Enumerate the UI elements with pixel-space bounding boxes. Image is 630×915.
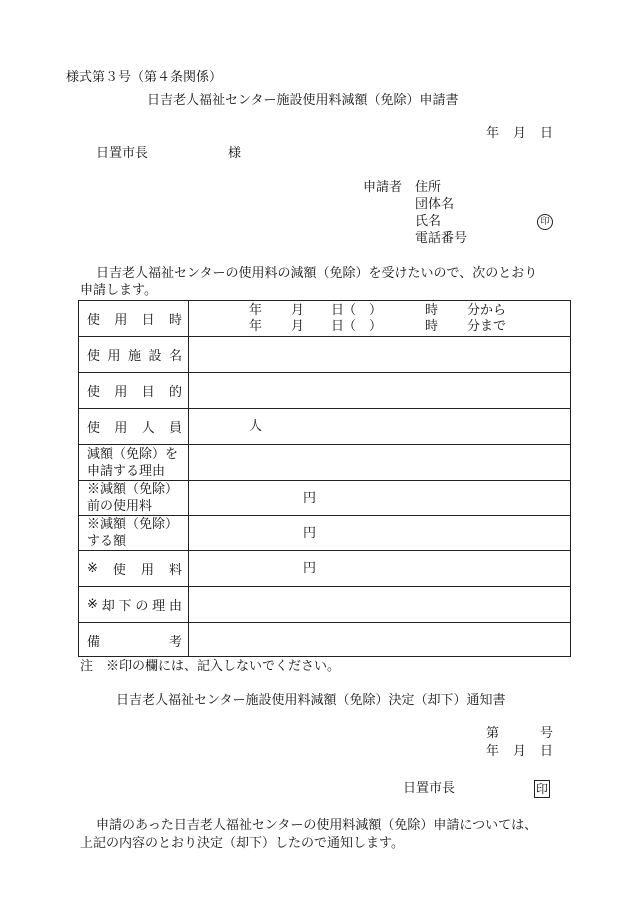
applicant-label: 申請者 [363, 180, 403, 195]
application-body-line2: 申請します。 [80, 283, 157, 298]
label-char: 設 [148, 349, 162, 364]
label-char: 員 [168, 421, 182, 436]
name-label: 氏名 [415, 214, 442, 229]
row-label [87, 301, 182, 336]
form-title: 日吉老人福祉センター施設使用料減額（免除）申請書 [147, 93, 459, 108]
application-body-line1: 日吉老人福祉センターの使用料の減額（免除）を受けたいので、次のとおり [96, 266, 538, 281]
row-label [87, 481, 188, 515]
label-line: する額 [87, 534, 127, 549]
dt-until: 分まで [467, 319, 507, 334]
date-month: 月 [513, 126, 527, 141]
note-text: 注 ※印の欄には、記入しないでください。 [80, 659, 341, 674]
dt-hour-1: 時 [425, 303, 439, 318]
label-char: 料 [168, 563, 182, 578]
form-number: 様式第３号（第４条関係） [66, 70, 223, 85]
address-label: 住所 [415, 180, 442, 195]
yen-unit: 円 [303, 561, 317, 576]
label-char: 使 [87, 313, 101, 328]
group-name-label: 団体名 [415, 197, 455, 212]
notice-date-day: 日 [540, 744, 554, 759]
yen-unit: 円 [303, 526, 317, 541]
row-label [87, 587, 182, 622]
dt-weekday-2: （ ） [343, 319, 383, 334]
row-purpose [79, 373, 570, 409]
dt-from: 分から [467, 303, 507, 318]
notice-number-suffix: 号 [540, 726, 554, 741]
dt-weekday-1: （ ） [343, 303, 383, 318]
label-char: 使 [112, 563, 126, 578]
label-char: 使 [87, 349, 101, 364]
label-char: 理 [152, 599, 166, 614]
label-char: 使 [87, 421, 101, 436]
row-usage-fee [79, 551, 570, 587]
stamp-icon: 印 [535, 782, 548, 796]
dt-month-1: 月 [291, 303, 305, 318]
row-label [87, 516, 188, 550]
row-label [87, 551, 182, 586]
notice-date-year: 年 [486, 744, 500, 759]
row-rejection-reason [79, 587, 570, 623]
honorific: 様 [228, 146, 242, 161]
label-char: 由 [168, 599, 182, 614]
label-line: 前の使用料 [87, 499, 153, 514]
seal-mark-icon: 印 [537, 214, 553, 230]
label-char: 考 [168, 635, 182, 650]
label-char: 備 [87, 635, 101, 650]
label-char: 用 [114, 385, 128, 400]
dt-day-2: 日 [331, 319, 345, 334]
label-char: 時 [168, 313, 182, 328]
label-char: 用 [140, 563, 154, 578]
label-char: 人 [141, 421, 155, 436]
people-unit: 人 [249, 419, 263, 434]
row-usage-datetime [79, 301, 570, 337]
notice-body-line2: 上記の内容のとおり決定（却下）したので通知します。 [80, 836, 404, 851]
label-char: ※ [87, 597, 98, 612]
label-char: 用 [114, 313, 128, 328]
notice-date-month: 月 [513, 744, 527, 759]
dt-year-2: 年 [249, 319, 263, 334]
label-line: 申請する理由 [87, 463, 166, 479]
dt-year-1: 年 [249, 303, 263, 318]
date-year: 年 [486, 126, 500, 141]
row-reason [79, 445, 570, 481]
phone-label: 電話番号 [415, 231, 468, 246]
notice-stamp [534, 780, 550, 798]
label-line: 減額（免除）を [87, 446, 179, 462]
row-label [87, 337, 182, 372]
date-day: 日 [540, 126, 554, 141]
dt-hour-2: 時 [425, 319, 439, 334]
notice-number-prefix: 第 [486, 726, 500, 741]
dt-month-2: 月 [291, 319, 305, 334]
dt-day-1: 日 [331, 303, 345, 318]
row-reduction-amount [79, 516, 570, 551]
row-fee-before [79, 481, 570, 516]
row-label [87, 373, 182, 408]
label-char: 的 [168, 385, 182, 400]
label-char: 名 [168, 349, 182, 364]
row-facility-name [79, 337, 570, 373]
row-remarks [79, 623, 570, 658]
label-char: 目 [141, 385, 155, 400]
notice-title: 日吉老人福祉センター施設使用料減額（免除）決定（却下）通知書 [116, 693, 506, 708]
addressee: 日置市長 [96, 146, 149, 161]
application-table [78, 300, 571, 657]
label-char: の [135, 599, 149, 614]
row-people-count [79, 409, 570, 445]
notice-body-line1: 申請のあった日吉老人福祉センターの使用料減額（免除）申請については、 [96, 818, 538, 833]
label-char: 日 [141, 313, 155, 328]
label-char: 用 [114, 421, 128, 436]
label-line: ※減額（免除） [87, 482, 179, 497]
label-line: ※減額（免除） [87, 517, 179, 532]
label-char: ※ [87, 561, 98, 576]
row-label [87, 445, 188, 480]
yen-unit: 円 [303, 491, 317, 506]
label-char: 施 [127, 349, 141, 364]
row-label [87, 409, 182, 444]
label-char: 使 [87, 385, 101, 400]
label-char: 下 [118, 599, 132, 614]
row-label [87, 623, 182, 658]
label-char: 却 [101, 599, 115, 614]
notice-issuer: 日置市長 [403, 781, 456, 796]
label-char: 用 [107, 349, 121, 364]
